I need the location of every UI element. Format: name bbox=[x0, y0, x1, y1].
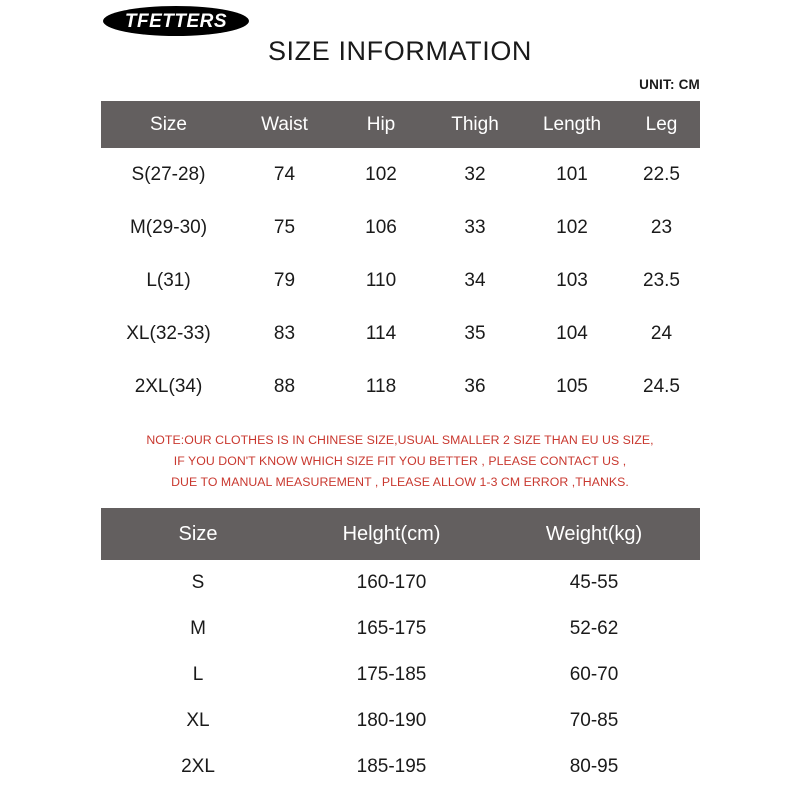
logo-text: TFETTERS bbox=[124, 10, 228, 32]
table-row bbox=[101, 307, 700, 360]
table-header-row bbox=[101, 101, 700, 148]
table-row bbox=[101, 698, 700, 744]
cell-waist: 88 bbox=[236, 360, 333, 413]
cell-thigh: 36 bbox=[429, 360, 521, 413]
cell-leg: 23 bbox=[623, 201, 700, 254]
cell-weight: 80-95 bbox=[488, 744, 700, 790]
cell-size: XL(32-33) bbox=[101, 307, 236, 360]
cell-size: M(29-30) bbox=[101, 201, 236, 254]
cell-thigh: 32 bbox=[429, 148, 521, 201]
cell-leg: 23.5 bbox=[623, 254, 700, 307]
cell-hip: 102 bbox=[333, 148, 429, 201]
cell-waist: 75 bbox=[236, 201, 333, 254]
column-header-size: Size bbox=[101, 508, 295, 560]
column-header-length: Length bbox=[521, 101, 623, 148]
table-row bbox=[101, 360, 700, 413]
cell-length: 102 bbox=[521, 201, 623, 254]
table-row bbox=[101, 560, 700, 606]
cell-size: M bbox=[101, 606, 295, 652]
table-row bbox=[101, 744, 700, 790]
cell-hip: 114 bbox=[333, 307, 429, 360]
cell-thigh: 35 bbox=[429, 307, 521, 360]
cell-leg: 22.5 bbox=[623, 148, 700, 201]
table-row bbox=[101, 652, 700, 698]
cell-size: 2XL bbox=[101, 744, 295, 790]
logo-ellipse-shape bbox=[103, 6, 249, 36]
cell-length: 103 bbox=[521, 254, 623, 307]
column-header-height: Helght(cm) bbox=[295, 508, 488, 560]
cell-weight: 70-85 bbox=[488, 698, 700, 744]
brand-logo bbox=[103, 6, 249, 36]
cell-height: 175-185 bbox=[295, 652, 488, 698]
size-note-block bbox=[0, 430, 800, 493]
column-header-hip: Hip bbox=[333, 101, 429, 148]
table-row bbox=[101, 254, 700, 307]
cell-hip: 106 bbox=[333, 201, 429, 254]
cell-size: XL bbox=[101, 698, 295, 744]
cell-leg: 24.5 bbox=[623, 360, 700, 413]
page-title: SIZE INFORMATION bbox=[267, 36, 533, 66]
unit-label: UNIT: CM bbox=[639, 77, 700, 92]
cell-length: 105 bbox=[521, 360, 623, 413]
column-header-thigh: Thigh bbox=[429, 101, 521, 148]
column-header-weight: Weight(kg) bbox=[488, 508, 700, 560]
cell-size: L bbox=[101, 652, 295, 698]
table-row bbox=[101, 148, 700, 201]
note-line-2: IF YOU DON'T KNOW WHICH SIZE FIT YOU BETTER , PLEASE CONTACT US , bbox=[173, 454, 627, 468]
column-header-size: Size bbox=[101, 101, 236, 148]
cell-size: 2XL(34) bbox=[101, 360, 236, 413]
cell-waist: 74 bbox=[236, 148, 333, 201]
cell-weight: 60-70 bbox=[488, 652, 700, 698]
cell-height: 165-175 bbox=[295, 606, 488, 652]
cell-hip: 110 bbox=[333, 254, 429, 307]
cell-thigh: 33 bbox=[429, 201, 521, 254]
cell-waist: 79 bbox=[236, 254, 333, 307]
cell-hip: 118 bbox=[333, 360, 429, 413]
table-row bbox=[101, 201, 700, 254]
cell-height: 180-190 bbox=[295, 698, 488, 744]
cell-length: 104 bbox=[521, 307, 623, 360]
cell-height: 185-195 bbox=[295, 744, 488, 790]
table-row bbox=[101, 606, 700, 652]
cell-size: L(31) bbox=[101, 254, 236, 307]
cell-weight: 52-62 bbox=[488, 606, 700, 652]
column-header-waist: Waist bbox=[236, 101, 333, 148]
cell-leg: 24 bbox=[623, 307, 700, 360]
note-line-1: NOTE:OUR CLOTHES IS IN CHINESE SIZE,USUAL SMALLER 2 SIZE THAN EU US SIZE, bbox=[146, 433, 654, 447]
cell-weight: 45-55 bbox=[488, 560, 700, 606]
table-header-row bbox=[101, 508, 700, 560]
column-header-leg: Leg bbox=[623, 101, 700, 148]
cell-height: 160-170 bbox=[295, 560, 488, 606]
cell-waist: 83 bbox=[236, 307, 333, 360]
cell-thigh: 34 bbox=[429, 254, 521, 307]
size-measurement-table bbox=[101, 101, 700, 413]
body-size-table bbox=[101, 508, 700, 790]
cell-size: S(27-28) bbox=[101, 148, 236, 201]
note-line-3: DUE TO MANUAL MEASUREMENT , PLEASE ALLOW 1-3 CM ERROR ,THANKS. bbox=[171, 475, 629, 489]
cell-size: S bbox=[101, 560, 295, 606]
cell-length: 101 bbox=[521, 148, 623, 201]
